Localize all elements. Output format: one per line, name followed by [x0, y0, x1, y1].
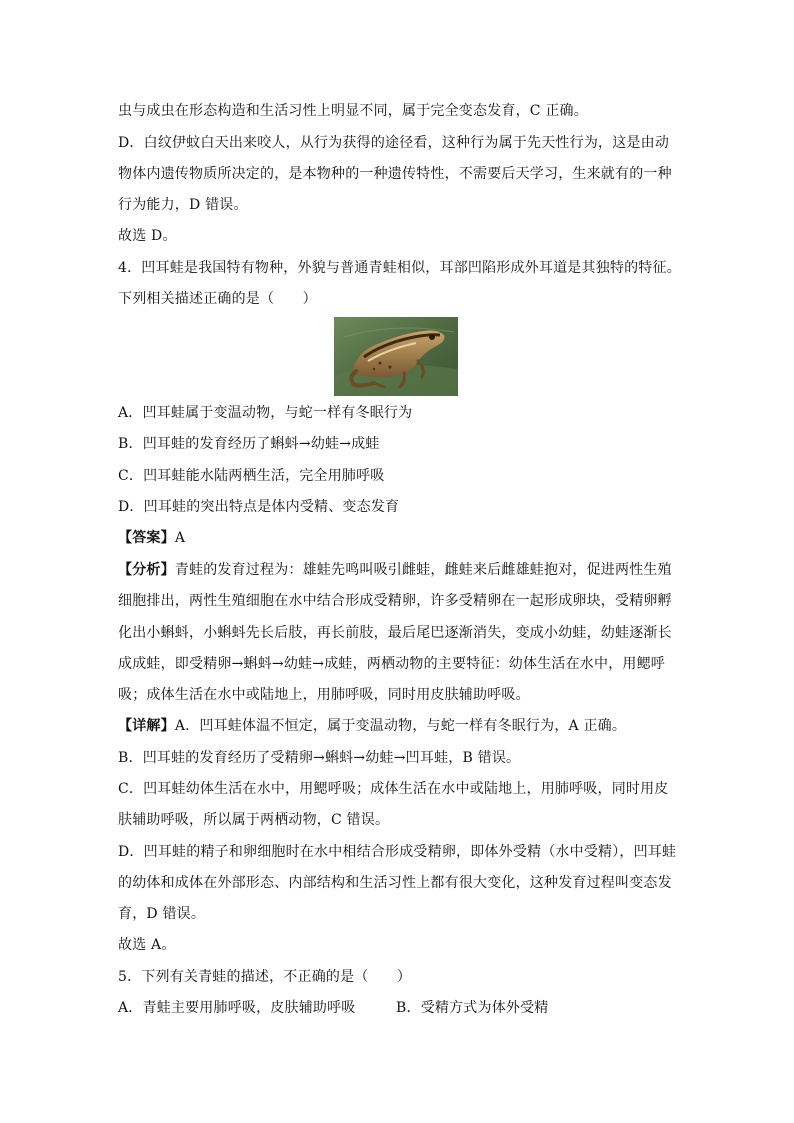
- q3-option-d-line: D．白纹伊蚊白天出来咬人，从行为获得的途径看，这种行为属于先天性行为，这是由动: [118, 135, 670, 151]
- q4-answer: [118, 528, 185, 548]
- q4-stem-line: 4．凹耳蛙是我国特有物种，外貌与普通青蛙相似，耳部凹陷形成外耳道是其独特的特征。: [118, 260, 681, 276]
- q4-stem-line: 下列相关描述正确的是（ ）: [118, 291, 317, 307]
- q3-text-line: 虫与成虫在形态构造和生活习性上明显不同，属于完全变态发育，C 正确。: [118, 103, 588, 119]
- answer-value: A: [174, 530, 186, 546]
- analysis-label: 【分析】: [118, 562, 175, 578]
- q4-analysis-line: 吸；成体生活在水中或陆地上，用肺呼吸，同时用皮肤辅助呼吸。: [118, 687, 530, 703]
- q3-conclusion: 故选 D。: [118, 228, 177, 244]
- analysis-text: 青蛙的发育过程为：雄蛙先鸣叫吸引雌蛙，雌蛙来后雌雄蛙抱对，促进两性生殖: [174, 562, 672, 578]
- q4-option-d: D．凹耳蛙的突出特点是体内受精、变态发育: [118, 499, 400, 515]
- q4-conclusion: 故选 A。: [118, 937, 176, 953]
- q4-detail-line: 育，D 错误。: [118, 906, 206, 922]
- q4-analysis-line: [118, 560, 672, 580]
- q4-analysis-line: 细胞排出，两性生殖细胞在水中结合形成受精卵，许多受精卵在一起形成卵块，受精卵孵: [118, 593, 672, 609]
- q4-option-a: A．凹耳蛙属于变温动物，与蛇一样有冬眠行为: [118, 405, 413, 421]
- q4-option-b: B．凹耳蛙的发育经历了蝌蚪→幼蛙→成蛙: [118, 436, 380, 452]
- q4-detail-line: B．凹耳蛙的发育经历了受精卵→蝌蚪→幼蛙→凹耳蛙，B 错误。: [118, 750, 521, 766]
- q4-detail-line: 的幼体和成体在外部形态、内部结构和生活习性上都有很大变化，这种发育过程叫变态发: [118, 875, 672, 891]
- q3-option-d-line: 行为能力，D 错误。: [118, 197, 248, 213]
- answer-label: 【答案】: [118, 530, 175, 546]
- q4-option-c: C．凹耳蛙能水陆两栖生活，完全用肺呼吸: [118, 468, 385, 484]
- detail-label: 【详解】: [118, 718, 175, 734]
- q5-option-a: A．青蛙主要用肺呼吸，皮肤辅助呼吸: [118, 1000, 356, 1016]
- q4-detail-line: D．凹耳蛙的精子和卵细胞时在水中相结合形成受精卵，即体外受精（水中受精），凹耳蛙: [118, 844, 677, 860]
- q4-analysis-line: 化出小蝌蚪，小蝌蚪先长后肢，再长前肢，最后尾巴逐渐消失，变成小幼蛙，幼蛙逐渐长: [118, 625, 672, 641]
- frog-photo-icon: [334, 317, 458, 396]
- q4-detail-line: [118, 716, 626, 736]
- q4-analysis-line: 成成蛙，即受精卵→蝌蚪→幼蛙→成蛙，两栖动物的主要特征：幼体生活在水中，用鳃呼: [118, 656, 665, 672]
- q3-option-d-line: 物体内遗传物质所决定的，是本物种的一种遗传特性，不需要后天学习，生来就有的一种: [118, 166, 672, 182]
- detail-text: A．凹耳蛙体温不恒定，属于变温动物，与蛇一样有冬眠行为，A 正确。: [174, 718, 627, 734]
- q5-stem: 5．下列有关青蛙的描述，不正确的是（ ）: [118, 969, 412, 985]
- q4-detail-line: 肤辅助呼吸，所以属于两栖动物，C 错误。: [118, 812, 390, 828]
- q4-detail-line: C．凹耳蛙幼体生活在水中，用鳃呼吸；成体生活在水中或陆地上，用肺呼吸，同时用皮: [118, 781, 669, 797]
- q5-option-b: B．受精方式为体外受精: [396, 1000, 549, 1016]
